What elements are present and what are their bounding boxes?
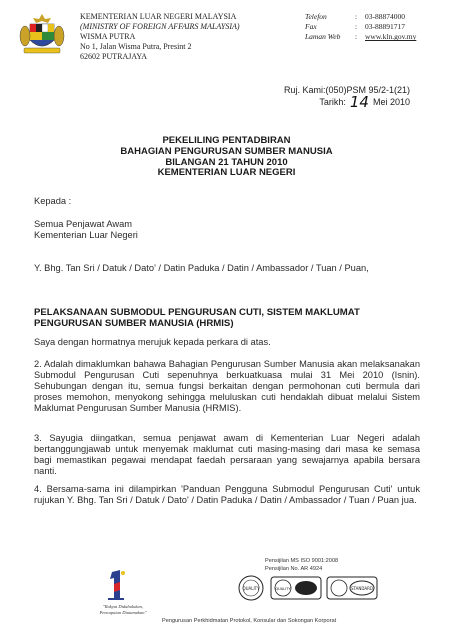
reference-block xyxy=(230,84,410,111)
paragraph-text: 3. Sayugia diingatkan, semua penjawat awam di Kementerian Luar Negeri adalah bertanggungjawab untuk menyemak maklumat cuti masing-masing dari masa ke semasa bagi memastikan pegawai mendapat faedah persaraan yang sewajarnya apabila bersara nanti. xyxy=(34,433,420,476)
cert-line: Pensijilan No. AR 4924 xyxy=(265,566,323,572)
ministry-postcode: 62602 PUTRAJAYA xyxy=(80,52,148,61)
recipient-block xyxy=(34,196,420,241)
subject xyxy=(34,307,420,329)
contact-label: Telefon xyxy=(305,12,327,21)
malaysia-coat-of-arms-icon xyxy=(18,12,66,56)
title-line: BAHAGIAN PENGURUSAN SUMBER MANUSIA xyxy=(120,145,333,157)
date-label: Tarikh: xyxy=(319,97,346,107)
ministry-address: No 1, Jalan Wisma Putra, Presint 2 xyxy=(80,42,192,51)
contact-value: 03-88891717 xyxy=(365,22,405,32)
logo-caption-line: "Rakyat Didahulukan, xyxy=(102,604,144,609)
contact-sep: : xyxy=(355,32,358,42)
paragraph-text: 2. Adalah dimaklumkan bahawa Bahagian Pengurusan Sumber Manusia akan melaksanakan Submodul Pengurusan Cuti sepenuhnya berkuatkuasa mulai 31 Mei 2010 (Isnin). Sehubungan dengan itu, semua fungsi berkaitan dengan permohonan cuti bermula dari proses memohon, menyokong sehingga meluluskan cuti hendaklah dibuat melalui Sistem Maklumat Pengurusan Sumber Manusia (HRMIS). xyxy=(34,359,420,413)
date-month-year: Mei 2010 xyxy=(372,97,410,107)
contact-label: Laman Web xyxy=(305,32,341,42)
salutation-text: Y. Bhg. Tan Sri / Datuk / Dato' / Datin Paduka / Datin / Ambassador / Tuan / Puan, xyxy=(34,263,369,273)
iso-certification xyxy=(265,557,435,573)
badge-label: QUALITY xyxy=(275,587,291,591)
contact-value: 03-88874000 xyxy=(365,12,405,21)
recipient-line: Semua Penjawat Awam xyxy=(34,219,133,229)
contact-website xyxy=(305,32,450,42)
title-line: KEMENTERIAN LUAR NEGERI xyxy=(157,167,296,179)
iqnet-badge-icon xyxy=(270,575,322,601)
contact-sep: : xyxy=(355,12,358,21)
1malaysia-logo-icon xyxy=(98,568,138,602)
reference-date xyxy=(230,93,410,111)
cert-line: Pensijilan MS ISO 9001:2008 xyxy=(265,558,339,564)
title-line: PEKELILING PENTADBIRAN xyxy=(162,135,291,146)
ministry-name-english: (MINISTRY OF FOREIGN AFFAIRS MALAYSIA) xyxy=(80,22,240,31)
circular-title xyxy=(40,136,413,179)
logo-caption xyxy=(88,604,158,616)
opening-line xyxy=(34,337,420,348)
reference-number: Ruj. Kami:(050)PSM 95/2-1(21) xyxy=(283,85,410,95)
contact-fax xyxy=(305,22,450,32)
logo-caption-line: Pencapaian Diutamakan" xyxy=(99,610,147,615)
salutation xyxy=(34,263,420,274)
quality-badge-icon xyxy=(236,575,266,601)
ministry-name: KEMENTERIAN LUAR NEGERI MALAYSIA xyxy=(80,12,237,21)
letterhead-contacts xyxy=(305,12,450,43)
recipient-label: Kepada : xyxy=(34,196,72,206)
certification-badges xyxy=(236,575,436,603)
recipient-line: Kementerian Luar Negeri xyxy=(34,230,138,240)
ministry-building: WISMA PUTRA xyxy=(80,32,136,41)
paragraph-2 xyxy=(34,359,420,414)
subject-text: PELAKSANAAN SUBMODUL PENGURUSAN CUTI, SISTEM MAKLUMAT PENGURUSAN SUMBER MANUSIA (HRMIS) xyxy=(34,307,360,329)
contact-label: Fax xyxy=(305,22,317,32)
letterhead-ministry xyxy=(80,12,280,62)
footer-department: Pengurusan Perkhidmatan Protokol, Konsular dan Sokongan Korporat xyxy=(162,618,337,624)
date-day-handwritten: 14 xyxy=(349,93,369,111)
contact-sep: : xyxy=(355,22,358,32)
badge-label: STANDARD xyxy=(350,586,374,591)
title-line: BILANGAN 21 TAHUN 2010 xyxy=(165,156,288,168)
opening-text: Saya dengan hormatnya merujuk kepada perkara di atas. xyxy=(34,337,271,347)
website-link[interactable]: www.kln.gov.my xyxy=(365,32,417,42)
standards-badge-icon xyxy=(326,575,378,601)
paragraph-3 xyxy=(34,433,420,477)
paragraph-4 xyxy=(34,484,420,506)
paragraph-text: 4. Bersama-sama ini dilampirkan 'Panduan Pengguna Submodul Pengurusan Cuti' untuk rujukan Y. Bhg. Tan Sri / Datuk / Dato' / Datin Paduka / Datin / Ambassador / Tuan / Puan jua. xyxy=(34,484,420,505)
badge-label: QUALITY xyxy=(242,586,260,591)
contact-phone xyxy=(305,12,450,22)
